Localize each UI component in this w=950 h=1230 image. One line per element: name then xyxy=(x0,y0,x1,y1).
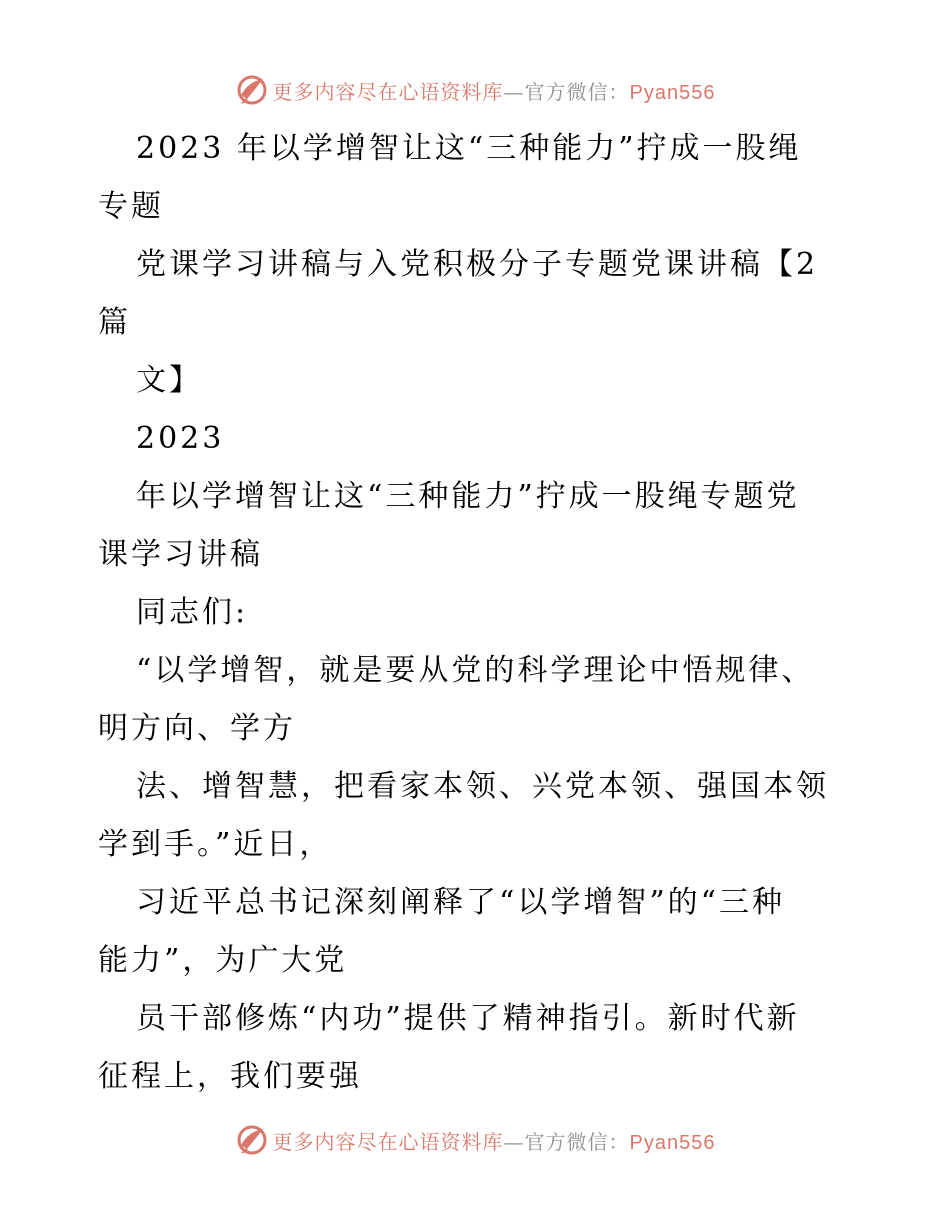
banner-dash: — xyxy=(503,79,525,104)
text-line: 同志们: xyxy=(136,595,249,630)
banner-wechat-id: Pyan556 xyxy=(629,1131,716,1154)
text-line: 明方向、学方 xyxy=(98,711,296,746)
text-line: 征程上，我们要强 xyxy=(98,1059,362,1094)
banner-wechat-label: 官方微信： xyxy=(524,1129,630,1154)
text-line: 年以学增智让这“三种能力”拧成一股绳专题党 xyxy=(136,479,800,514)
pen-logo-icon xyxy=(235,73,269,107)
footer-banner xyxy=(0,1120,950,1160)
text-line: 法、增智慧，把看家本领、兴党本领、强国本领 xyxy=(136,769,829,804)
banner-main-text: 更多内容尽在心语资料库 xyxy=(272,79,504,104)
text-line: 能力”，为广大党 xyxy=(98,943,348,978)
banner-text xyxy=(273,1126,716,1155)
text-line: 文】 xyxy=(136,363,202,398)
banner-text xyxy=(273,76,716,105)
banner-wechat-id: Pyan556 xyxy=(629,81,716,104)
banner-dash: — xyxy=(503,1129,525,1154)
banner-main-text: 更多内容尽在心语资料库 xyxy=(272,1129,504,1154)
text-line: 2023 年以学增智让这“三种能力”拧成一股绳 xyxy=(136,131,802,166)
document-body xyxy=(98,120,868,1106)
header-banner xyxy=(0,70,950,110)
text-line: 篇 xyxy=(98,305,131,340)
banner-wechat-label: 官方微信： xyxy=(524,79,630,104)
text-line: 2023 xyxy=(136,421,225,456)
text-line: 学到手。”近日， xyxy=(98,827,333,862)
text-line: 专题 xyxy=(98,189,164,224)
text-line: 党课学习讲稿与入党积极分子专题党课讲稿【2 xyxy=(136,247,819,282)
text-line: “以学增智，就是要从党的科学理论中悟规律、 xyxy=(136,653,815,688)
text-line: 课学习讲稿 xyxy=(98,537,263,572)
text-line: 员干部修炼“内功”提供了精神指引。新时代新 xyxy=(136,1001,800,1036)
pen-logo-icon xyxy=(235,1123,269,1157)
text-line: 习近平总书记深刻阐释了“以学增智”的“三种 xyxy=(136,885,786,920)
